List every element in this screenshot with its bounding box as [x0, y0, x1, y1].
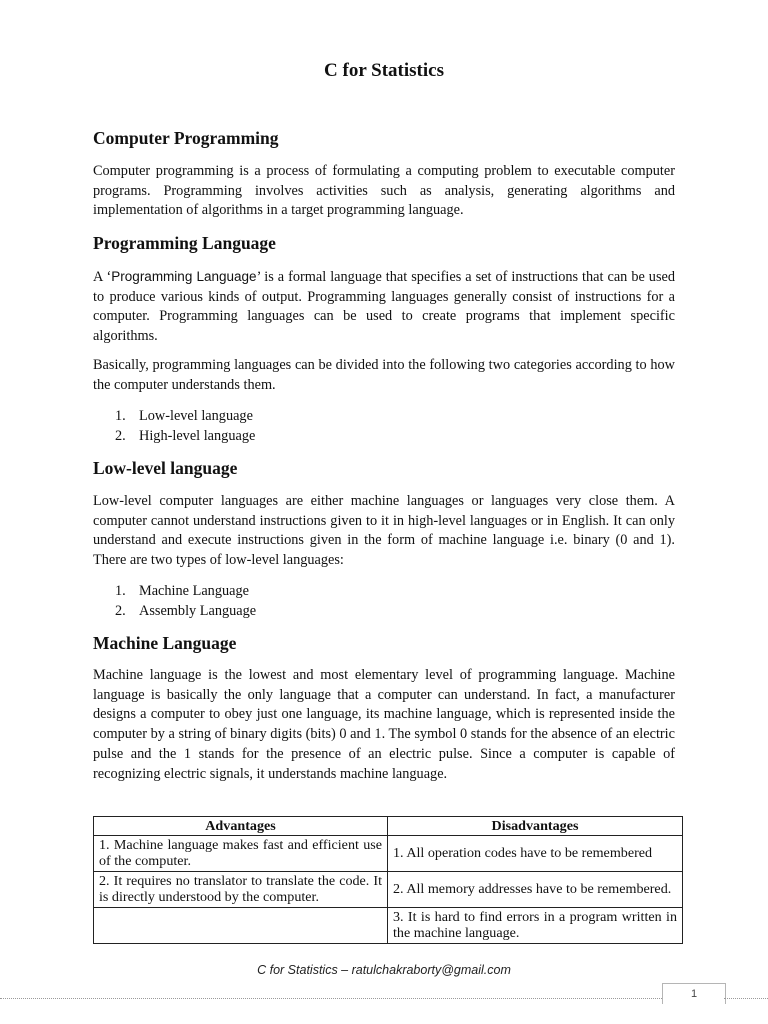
- table-cell: 1. All operation codes have to be remembered: [388, 835, 683, 871]
- list-item-text: Low-level language: [139, 408, 253, 424]
- table-cell: 3. It is hard to find errors in a program written in the machine language.: [388, 907, 683, 943]
- list-item-text: High-level language: [139, 427, 256, 444]
- paragraph-categories: Basically, programming languages can be divided into the following two categories according to how the computer understands them.: [93, 357, 675, 393]
- table-cell: [94, 907, 388, 943]
- list-item-number: 2.: [115, 602, 126, 619]
- paragraph-computer-programming: Computer programming is a process of formulating a computing problem to executable computer programs. Programming involves activities such as analysis, generating algorithms and implementation of algorithms in a target programming language.: [93, 163, 675, 219]
- heading-machine-language: Machine Language: [93, 633, 237, 653]
- list-item-text: Assembly Language: [139, 602, 257, 619]
- paragraph-machine-language: Machine language is the lowest and most elementary level of programming language. Machine language is basically the only language that a computer can understand. In fact, a manufacturer designs a computer to obey just one language, its machine language, which is represented inside the computer by a string of binary digits (bits) 0 and 1. The symbol 0 stands for the absence of an electric pulse and the 1 stands for the presence of an electric pulse. Since a computer is capable of recognizing electric signals, it understands machine language.: [93, 667, 675, 782]
- page-number: 1: [662, 983, 726, 1004]
- table-cell: 1. Machine language makes fast and efficient use of the computer.: [94, 835, 388, 871]
- list-item: [93, 582, 256, 602]
- column-header-advantages: Advantages: [94, 817, 388, 836]
- table-cell: 2. It requires no translator to translate the code. It is directly understood by the computer.: [94, 871, 388, 907]
- list-item: [93, 407, 255, 427]
- list-item-number: 1.: [115, 583, 126, 599]
- footer-divider-right: [724, 998, 768, 999]
- term-programming-language: Programming Language: [111, 269, 257, 284]
- paragraph-programming-language: [93, 267, 675, 347]
- footer-divider: [0, 998, 662, 999]
- paragraph-low-level-language: Low-level computer languages are either machine languages or languages very close them. A computer cannot understand instructions given to it in high-level languages or in English. It can only understand and execute instructions given in the form of machine language i.e. binary (0 and 1). There are two types of low-level languages:: [93, 493, 675, 569]
- document-title: C for Statistics: [324, 60, 444, 81]
- heading-programming-language: Programming Language: [93, 233, 276, 253]
- column-header-disadvantages: Disadvantages: [388, 817, 683, 836]
- table-row: [94, 907, 683, 943]
- list-item-number: 2.: [115, 427, 126, 444]
- paragraph-programming-language-rest: ’ is a formal language that specifies a set of instructions that can be used to produce various kinds of output. Programming languages generally consist of instructions for a computer. Programming languages can be used to create programs that implement specific algorithms.: [93, 269, 676, 345]
- table-cell: 2. All memory addresses have to be remembered.: [388, 871, 683, 907]
- quote-open: A ‘: [93, 269, 112, 285]
- table-header-row: [94, 817, 683, 836]
- list-item-number: 1.: [115, 408, 126, 424]
- table-row: [94, 835, 683, 871]
- page-footer: C for Statistics – ratulchakraborty@gmail.com: [257, 963, 511, 977]
- heading-low-level-language: Low-level language: [93, 458, 238, 478]
- table-row: [94, 871, 683, 907]
- heading-computer-programming: Computer Programming: [93, 128, 279, 148]
- list-item: [93, 602, 256, 622]
- list-item: [93, 427, 255, 447]
- list-low-level-types: [93, 582, 256, 621]
- advantages-disadvantages-table: [93, 816, 683, 944]
- list-item-text: Machine Language: [139, 583, 249, 599]
- list-language-categories: [93, 407, 255, 446]
